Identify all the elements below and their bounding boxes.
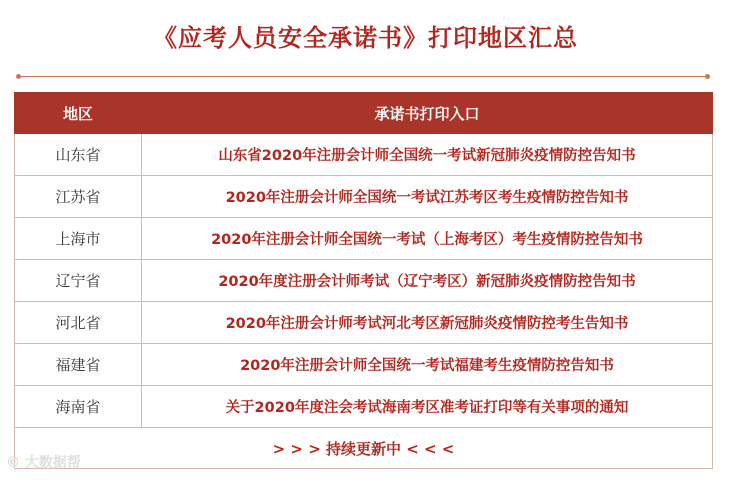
region-cell: 江苏省 [15, 176, 142, 218]
table-footer-row [15, 428, 713, 469]
table-header-row [15, 93, 713, 134]
table-row [15, 134, 713, 176]
region-cell: 海南省 [15, 386, 142, 428]
watermark: © 大数据帮 [6, 455, 81, 471]
entry-link[interactable]: 山东省2020年注册会计师全国统一考试新冠肺炎疫情防控告知书 [142, 134, 713, 176]
title-divider [18, 76, 708, 77]
table-row [15, 344, 713, 386]
region-cell: 山东省 [15, 134, 142, 176]
divider-dot-left [16, 74, 21, 79]
entry-link[interactable]: 关于2020年度注会考试海南考区准考证打印等有关事项的通知 [142, 386, 713, 428]
entry-link[interactable]: 2020年度注册会计师考试（辽宁考区）新冠肺炎疫情防控告知书 [142, 260, 713, 302]
entry-link[interactable]: 2020年注册会计师考试河北考区新冠肺炎疫情防控考生告知书 [142, 302, 713, 344]
entry-link[interactable]: 2020年注册会计师全国统一考试（上海考区）考生疫情防控告知书 [142, 218, 713, 260]
region-cell: 辽宁省 [15, 260, 142, 302]
table-row [15, 176, 713, 218]
page-title: 《应考人员安全承诺书》打印地区汇总 [153, 24, 578, 52]
table-row [15, 302, 713, 344]
table-row [15, 218, 713, 260]
table-row [15, 386, 713, 428]
entry-link[interactable]: 2020年注册会计师全国统一考试福建考生疫情防控告知书 [142, 344, 713, 386]
entry-link[interactable]: 2020年注册会计师全国统一考试江苏考区考生疫情防控告知书 [142, 176, 713, 218]
region-cell: 河北省 [15, 302, 142, 344]
table-row [15, 260, 713, 302]
header-entry: 承诺书打印入口 [142, 93, 713, 134]
divider-dot-right [705, 74, 710, 79]
region-cell: 上海市 [15, 218, 142, 260]
region-table [14, 92, 713, 469]
header-region: 地区 [15, 93, 142, 134]
update-notice: > > > 持续更新中 < < < [15, 428, 713, 469]
region-cell: 福建省 [15, 344, 142, 386]
